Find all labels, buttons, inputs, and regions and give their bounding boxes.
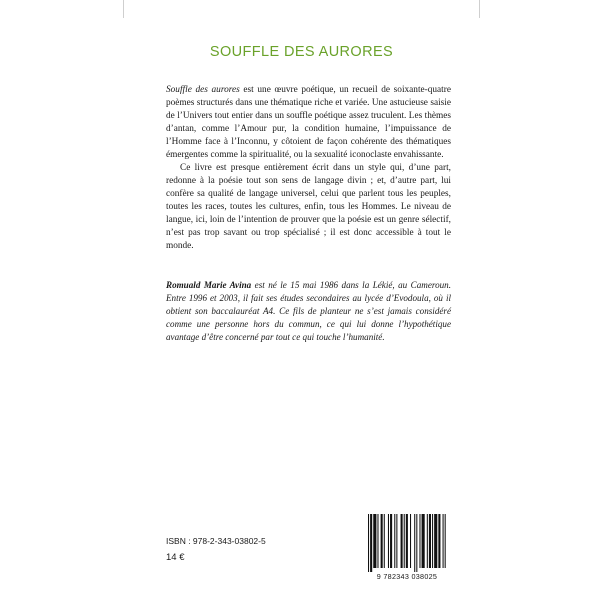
isbn: ISBN : 978-2-343-03802-5 (166, 536, 266, 546)
barcode-bar (390, 514, 392, 568)
barcode-bar (438, 514, 440, 568)
barcode-bar (373, 514, 376, 568)
description-paragraph-1-text: est une œuvre poétique, un recueil de soixante-quatre poèmes structurés dans une thématique riche et variée. Une astucieuse saisie de l’Univers tout entier dans un souffle poétique assez truculent. Les thèmes d’antan, comme l’Amour pur, la condition humaine, l’impuissance de l’Homme face à l’Inconnu, y côtoient de façon cohérente des thématiques émergentes comme la spiritualité, ou la sexualité iconoclaste envahissante. (166, 85, 451, 160)
barcode-bar (419, 514, 420, 568)
barcode-bar (404, 514, 405, 568)
barcode-bar (384, 514, 385, 568)
barcode-bar (377, 514, 378, 568)
back-cover (124, 18, 479, 600)
spine-line-right (479, 0, 480, 18)
description-paragraph-1 (166, 84, 451, 162)
barcode-bar (368, 514, 369, 572)
barcode-bar (396, 514, 397, 568)
barcode-bar (410, 514, 411, 568)
barcode (364, 512, 450, 584)
barcode-bar (414, 514, 415, 572)
author-bio (166, 279, 451, 344)
book-title: SOUFFLE DES AURORES (209, 44, 394, 60)
spine-line-left (123, 0, 124, 18)
barcode-bars (364, 512, 450, 572)
price: 14 € (166, 552, 185, 563)
author-name: Romuald Marie Avina (166, 280, 252, 290)
barcode-bar (401, 514, 403, 568)
barcode-bar (443, 514, 444, 568)
barcode-bar (422, 514, 425, 568)
barcode-bar (432, 514, 433, 568)
barcode-bar (427, 514, 428, 568)
barcode-bar (429, 514, 431, 568)
description (166, 84, 451, 253)
barcode-bar (394, 514, 395, 568)
description-paragraph-2: Ce livre est presque entièrement écrit dans un style qui, d’une part, redonne à la poésie tout son sens de langage divin ; et, d’autre part, lui confère sa qualité de langage universel, celui que parlent tous les peuples, toutes les races, toutes les cultures, enfin, tous les Hommes. Le niveau de langue, ici, loin de l’intention de prouver que la poésie est un genre sélectif, n’est pas trop savant ou trop spécialisé ; il est donc accessible à tout le monde. (166, 163, 451, 251)
barcode-bar (388, 514, 389, 568)
barcode-number: 9 782343 038025 (376, 572, 438, 581)
barcode-bar (434, 514, 437, 568)
barcode-bar (370, 514, 372, 572)
barcode-bar (416, 514, 417, 572)
barcode-bar (381, 514, 383, 568)
description-italic-lead: Souffle des aurores (166, 85, 240, 95)
author-bio-text: est né le 15 mai 1986 dans la Lékié, au Cameroun. Entre 1996 et 2003, il fait ses études secondaires au lycée d’Evodoula, où il obtient son baccalauréat A4. Ce fils de planteur ne s’est jamais considéré comme une personne hors du commun, ce qui lui donne l’hypothétique avantage d’être concerné par tout ce qui touche l’humanité. (166, 280, 451, 342)
barcode-bar (406, 514, 408, 568)
barcode-bar (445, 514, 446, 568)
